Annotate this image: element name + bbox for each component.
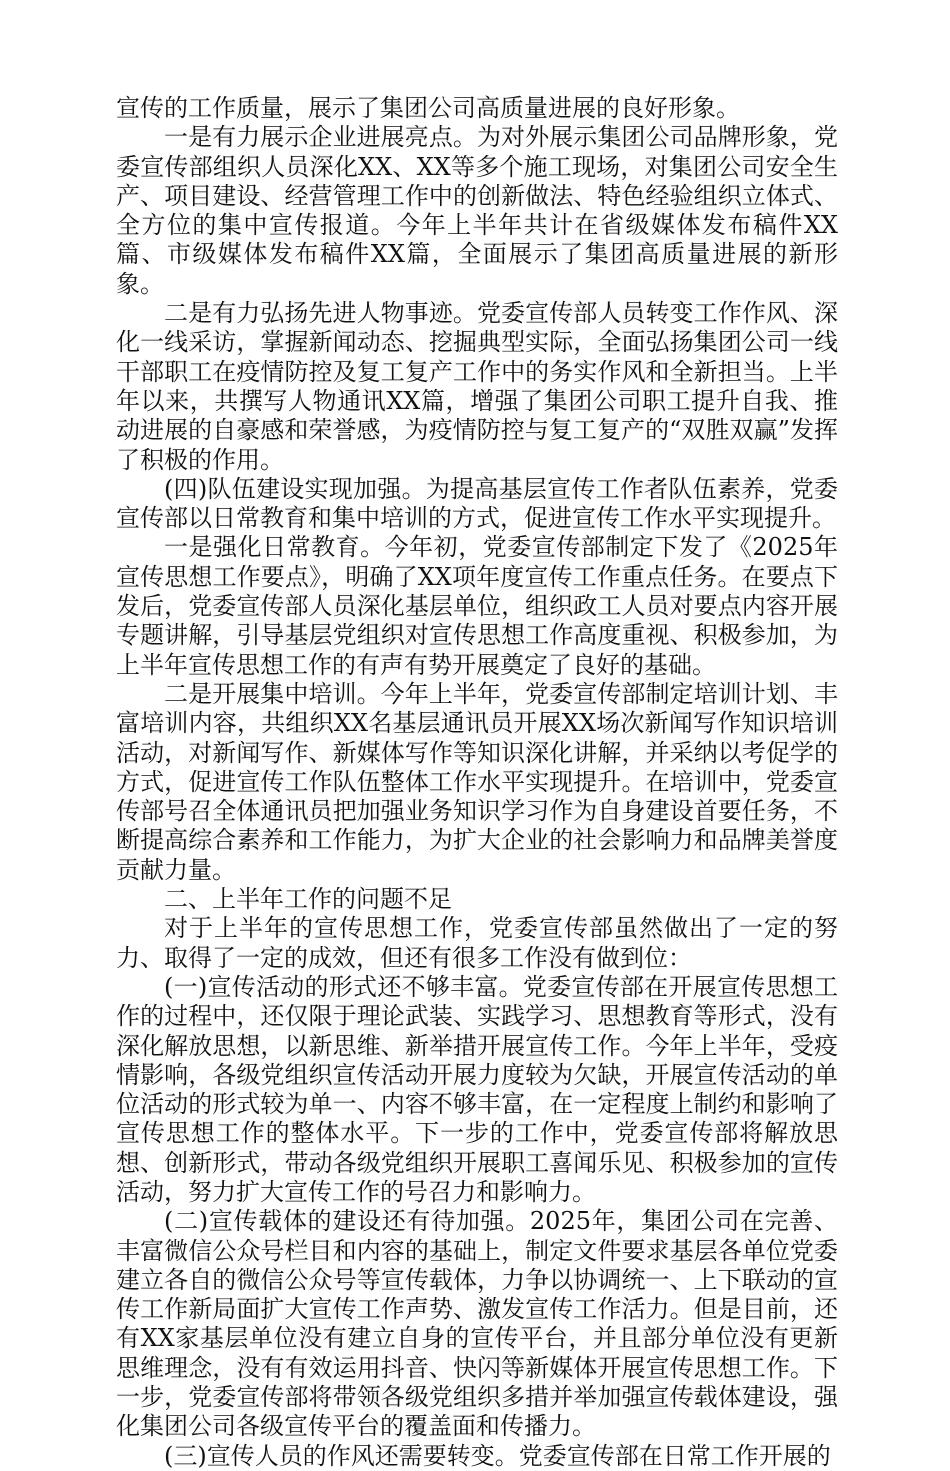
document-body (116, 94, 838, 1471)
paragraph-team-building: (四)队伍建设实现加强。为提高基层宣传工作者队伍素养，党委宣传部以日常教育和集中培训的方式，促进宣传工作水平实现提升。 (116, 474, 838, 533)
paragraph-problems-intro: 对于上半年的宣传思想工作，党委宣传部虽然做出了一定的努力、取得了一定的成效，但还有很多工作没有做到位： (116, 914, 838, 972)
paragraph-continuation: 宣传的工作质量，展示了集团公司高质量进展的良好形象。 (116, 94, 740, 122)
paragraph-brand-showcase: 一是有力展示企业进展亮点。为对外展示集团公司品牌形象，党委宣传部组织人员深化XX、XX等多个施工现场，对集团公司安全生产、项目建设、经营管理工作中的创新做法、特色经验组织立体式、全方位的集中宣传报道。今年上半年共计在省级媒体发布稿件XX篇、市级媒体发布稿件XX篇，全面展示了集团高质量进展的新形象。 (116, 123, 838, 298)
section-heading-problems: 二、上半年工作的问题不足 (164, 885, 452, 914)
paragraph-problem-two: (二)宣传载体的建设还有待加强。2025年，集团公司在完善、丰富微信公众号栏目和内容的基础上，制定文件要求基层各单位党委建立各自的微信公众号等宣传载体，力争以协调统一、上下联动的宣传工作新局面扩大宣传工作声势、激发宣传工作活力。但是目前，还有XX家基层单位没有建立自身的宣传平台，并且部分单位没有更新思维理念，没有有效运用抖音、快闪等新媒体开展宣传思想工作。下一步，党委宣传部将带领各级党组织多措并举加强宣传载体建设，强化集团公司各级宣传平台的覆盖面和传播力。 (116, 1207, 838, 1441)
paragraph-advanced-figures: 二是有力弘扬先进人物事迹。党委宣传部人员转变工作作风、深化一线采访，掌握新闻动态、挖掘典型实际，全面弘扬集团公司一线干部职工在疫情防控及复工复产工作中的务实作风和全新担当。上半年以来，共撰写人物通讯XX篇，增强了集团公司职工提升自我、推动进展的自豪感和荣誉感，为疫情防控与复工复产的“双胜双赢”发挥了积极的作用。 (116, 299, 838, 474)
paragraph-daily-education: 一是强化日常教育。今年初，党委宣传部制定下发了《2025年宣传思想工作要点》，明确了XX项年度宣传工作重点任务。在要点下发后，党委宣传部人员深化基层单位，组织政工人员对要点内容开展专题讲解，引导基层党组织对宣传思想工作高度重视、积极参加，为上半年宣传思想工作的有声有势开展奠定了良好的基础。 (116, 533, 838, 679)
paragraph-problem-one: (一)宣传活动的形式还不够丰富。党委宣传部在开展宣传思想工作的过程中，还仅限于理论武装、实践学习、思想教育等形式，没有深化解放思想，以新思维、新举措开展宣传工作。今年上半年，受疫情影响，各级党组织宣传活动开展力度较为欠缺，开展宣传活动的单位活动的形式较为单一、内容不够丰富，在一定程度上制约和影响了宣传思想工作的整体水平。下一步的工作中，党委宣传部将解放思想、创新形式，带动各级党组织开展职工喜闻乐见、积极参加的宣传活动，努力扩大宣传工作的号召力和影响力。 (116, 972, 838, 1206)
paragraph-problem-three: (三)宣传人员的作风还需要转变。党委宣传部在日常工作开展的 (164, 1441, 831, 1470)
paragraph-centralized-training: 二是开展集中培训。今年上半年，党委宣传部制定培训计划、丰富培训内容，共组织XX名基层通讯员开展XX场次新闻写作知识培训活动，对新闻写作、新媒体写作等知识深化讲解，并采纳以考促学的方式，促进宣传工作队伍整体工作水平实现提升。在培训中，党委宣传部号召全体通讯员把加强业务知识学习作为自身建设首要任务，不断提高综合素养和工作能力，为扩大企业的社会影响力和品牌美誉度贡献力量。 (116, 679, 838, 884)
